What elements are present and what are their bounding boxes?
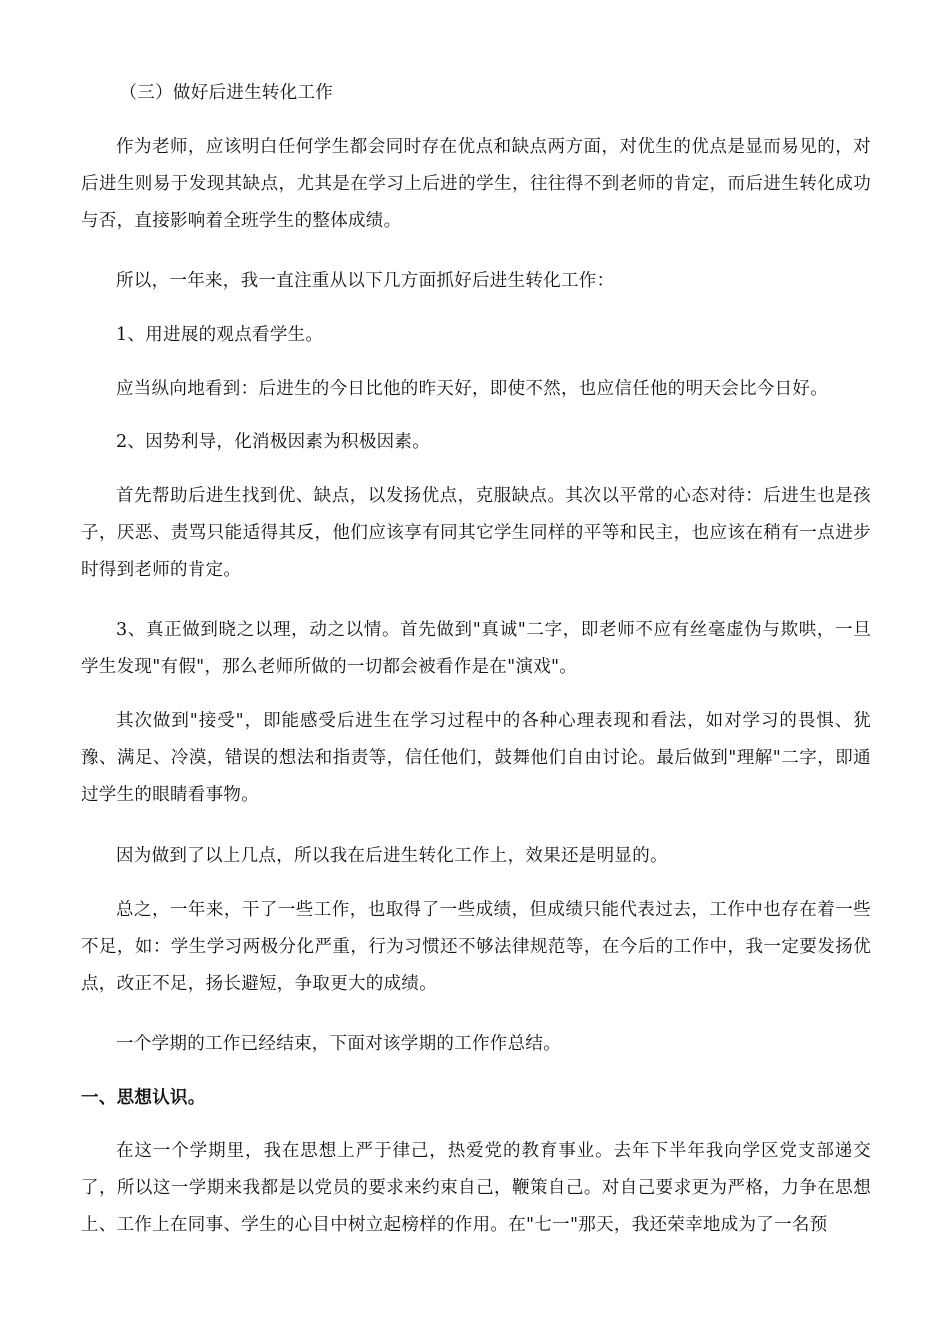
paragraph-intro-methods: 所以，一年来，我一直注重从以下几方面抓好后进生转化工作： [116,271,615,291]
paragraph-ideology: 在这一个学期里，我在思想上严于律己，热爱党的教育事业。去年下半年我向学区党支部递交了，所以这一学期来我都是以党员的要求来约束自己，鞭策自己。对自己要求更为严格，力争在思想上、工作上在同事、学生的心目中树立起榜样的作用。在"七一"那天，我还荣幸地成为了一名预 [81,1141,871,1235]
section-heading-ideology: 一、思想认识。 [81,1088,206,1108]
paragraph-result: 因为做到了以上几点，所以我在后进生转化工作上，效果还是明显的。 [116,846,668,866]
paragraph-longitudinal-view: 应当纵向地看到：后进生的今日比他的昨天好，即使不然，也应信任他的明天会比今日好。 [116,379,828,399]
paragraph-summary: 总之，一年来，干了一些工作，也取得了一些成绩，但成绩只能代表过去，工作中也存在着一些不足，如：学生学习两极分化严重，行为习惯还不够法律规范等，在今后的工作中，我一定要发扬优点，改正不足，扬长避短，争取更大的成绩。 [81,900,871,994]
paragraph-acceptance: 其次做到"接受"，即能感受后进生在学习过程中的各种心理表现和看法，如对学习的畏惧、犹豫、满足、冷漠，错误的想法和指责等，信任他们，鼓舞他们自由讨论。最后做到"理解"二字，即通过学生的眼睛看事物。 [81,711,871,805]
subheading-transformation-work: （三）做好后进生转化工作 [119,83,334,103]
paragraph-help-students: 首先帮助后进生找到优、缺点，以发扬优点，克服缺点。其次以平常的心态对待：后进生也是孩子，厌恶、责骂只能适得其反，他们应该享有同其它学生同样的平等和民主，也应该在稍有一点进步时得到老师的肯定。 [81,486,871,580]
paragraph-teacher-view: 作为老师，应该明白任何学生都会同时存在优点和缺点两方面，对优生的优点是显而易见的，对后进生则易于发现其缺点，尤其是在学习上后进的学生，往往得不到老师的肯定，而后进生转化成功与否，直接影响着全班学生的整体成绩。 [81,137,871,231]
list-item-2: 2、因势利导，化消极因素为积极因素。 [116,432,431,452]
list-item-1: 1、用进展的观点看学生。 [116,325,324,345]
list-item-3: 3、真正做到晓之以理，动之以情。首先做到"真诚"二字，即老师不应有丝毫虚伪与欺哄，一旦学生发现"有假"，那么老师所做的一切都会被看作是在"演戏"。 [81,620,871,677]
paragraph-semester-end: 一个学期的工作已经结束，下面对该学期的工作作总结。 [116,1034,561,1054]
